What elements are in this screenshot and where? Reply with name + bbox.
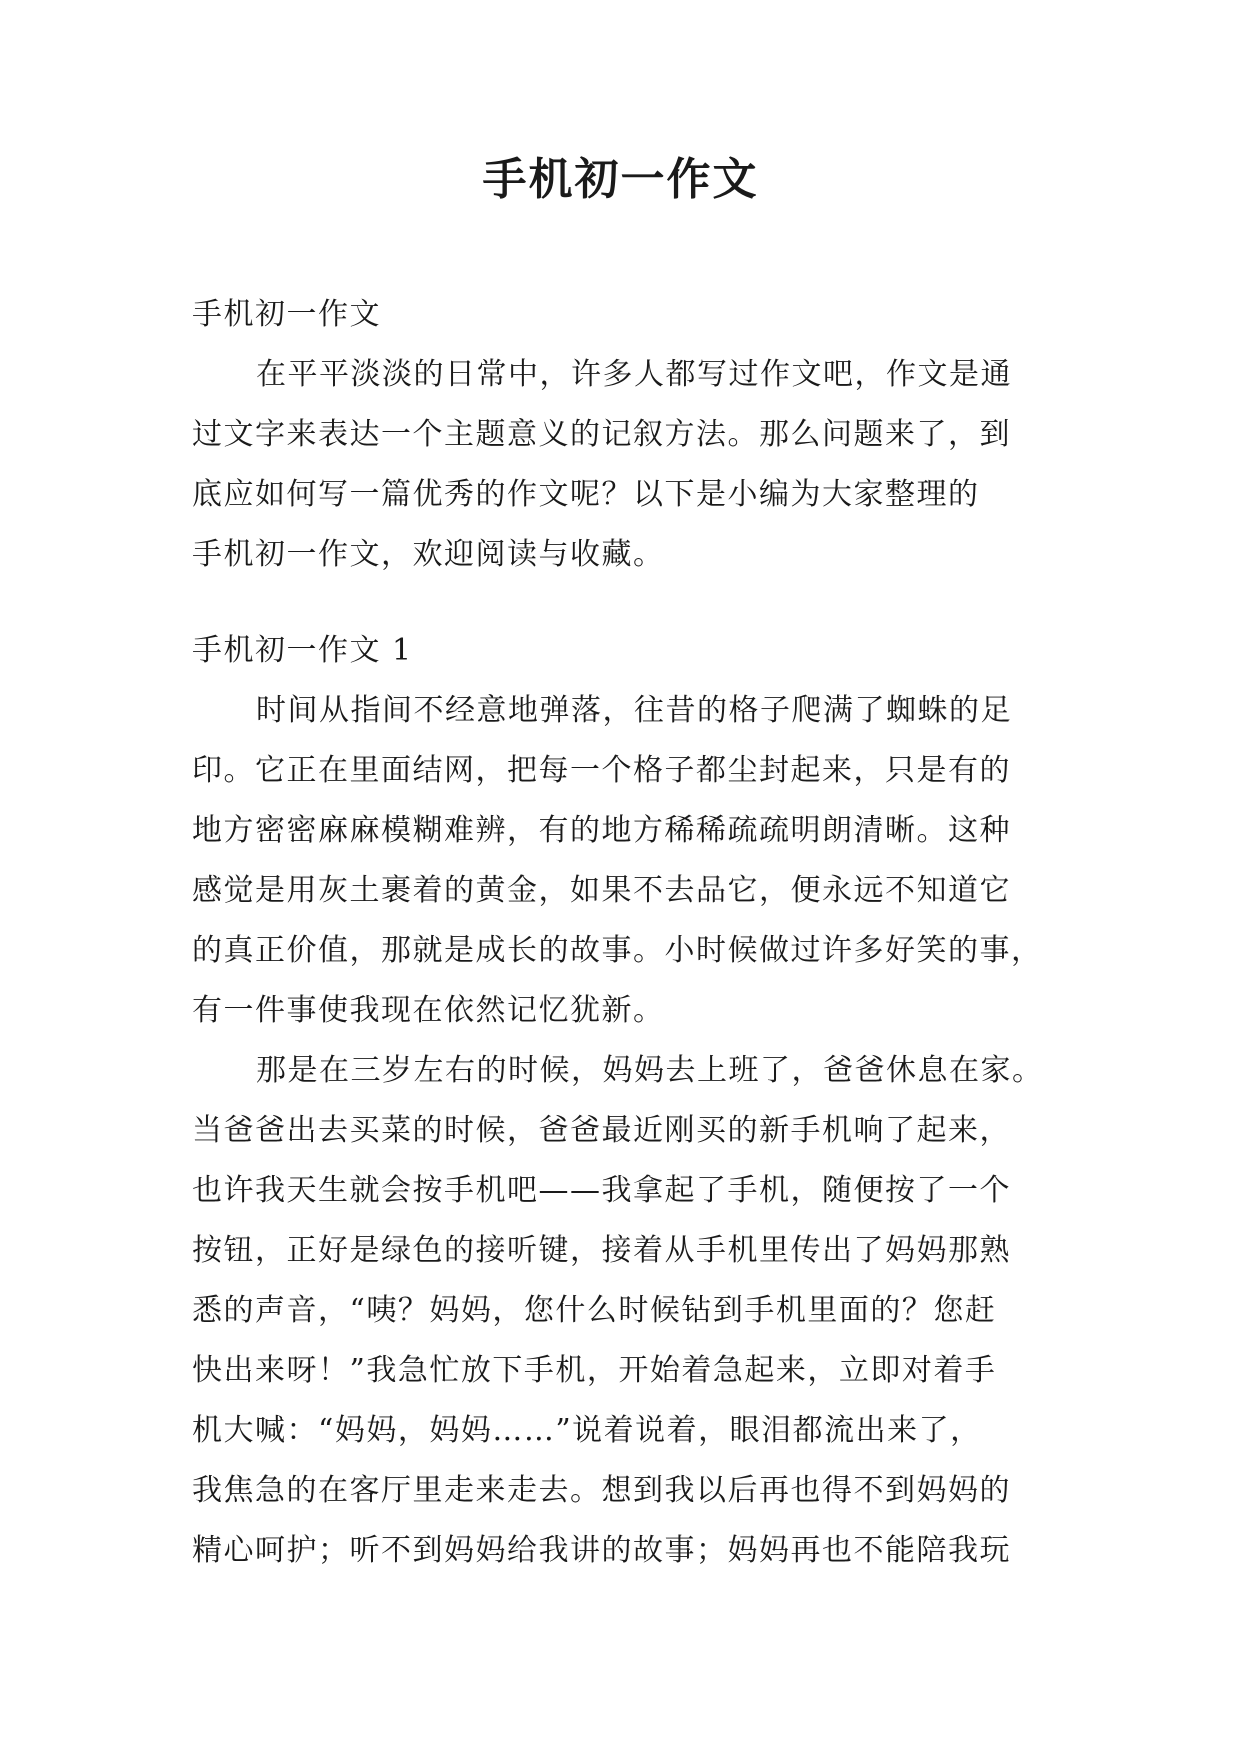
paragraph-line: 感觉是用灰土裹着的黄金，如果不去品它，便永远不知道它 — [192, 873, 1011, 908]
document-body — [192, 285, 1072, 1581]
intro-line: 手机初一作文，欢迎阅读与收藏。 — [192, 537, 665, 572]
paragraph-line: 印。它正在里面结网，把每一个格子都尘封起来，只是有的 — [192, 753, 1011, 788]
document-title: 手机初一作文 — [482, 154, 759, 205]
section-heading: 手机初一作文 1 — [192, 633, 413, 668]
intro-heading: 手机初一作文 — [192, 297, 381, 332]
intro-line: 过文字来表达一个主题意义的记叙方法。那么问题来了，到 — [192, 417, 1011, 452]
paragraph-line: 机大喊：“妈妈，妈妈……”说着说着，眼泪都流出来了， — [192, 1413, 982, 1448]
paragraph-line: 我焦急的在客厅里走来走去。想到我以后再也得不到妈妈的 — [192, 1473, 1011, 1508]
section-spacer — [192, 585, 1072, 621]
paragraph-line: 那是在三岁左右的时候，妈妈去上班了，爸爸休息在家。 — [256, 1053, 1044, 1088]
paragraph-line: 也许我天生就会按手机吧——我拿起了手机，随便按了一个 — [192, 1173, 1011, 1208]
paragraph-line: 的真正价值，那就是成长的故事。小时候做过许多好笑的事， — [192, 933, 1043, 968]
intro-line: 底应如何写一篇优秀的作文呢？以下是小编为大家整理的 — [192, 477, 980, 512]
paragraph-line: 当爸爸出去买菜的时候，爸爸最近刚买的新手机响了起来， — [192, 1113, 1011, 1148]
paragraph-line: 有一件事使我现在依然记忆犹新。 — [192, 993, 665, 1028]
paragraph-line: 精心呵护；听不到妈妈给我讲的故事；妈妈再也不能陪我玩 — [192, 1533, 1011, 1568]
paragraph-line: 时间从指间不经意地弹落，往昔的格子爬满了蜘蛛的足 — [256, 693, 1012, 728]
intro-line: 在平平淡淡的日常中，许多人都写过作文吧，作文是通 — [256, 357, 1012, 392]
paragraph-line: 悉的声音，“咦？妈妈，您什么时候钻到手机里面的？您赶 — [192, 1293, 997, 1328]
paragraph-line: 按钮，正好是绿色的接听键，接着从手机里传出了妈妈那熟 — [192, 1233, 1011, 1268]
paragraph-line: 地方密密麻麻模糊难辨，有的地方稀稀疏疏明朗清晰。这种 — [192, 813, 1011, 848]
paragraph-line: 快出来呀！”我急忙放下手机，开始着急起来，立即对着手 — [192, 1353, 997, 1388]
